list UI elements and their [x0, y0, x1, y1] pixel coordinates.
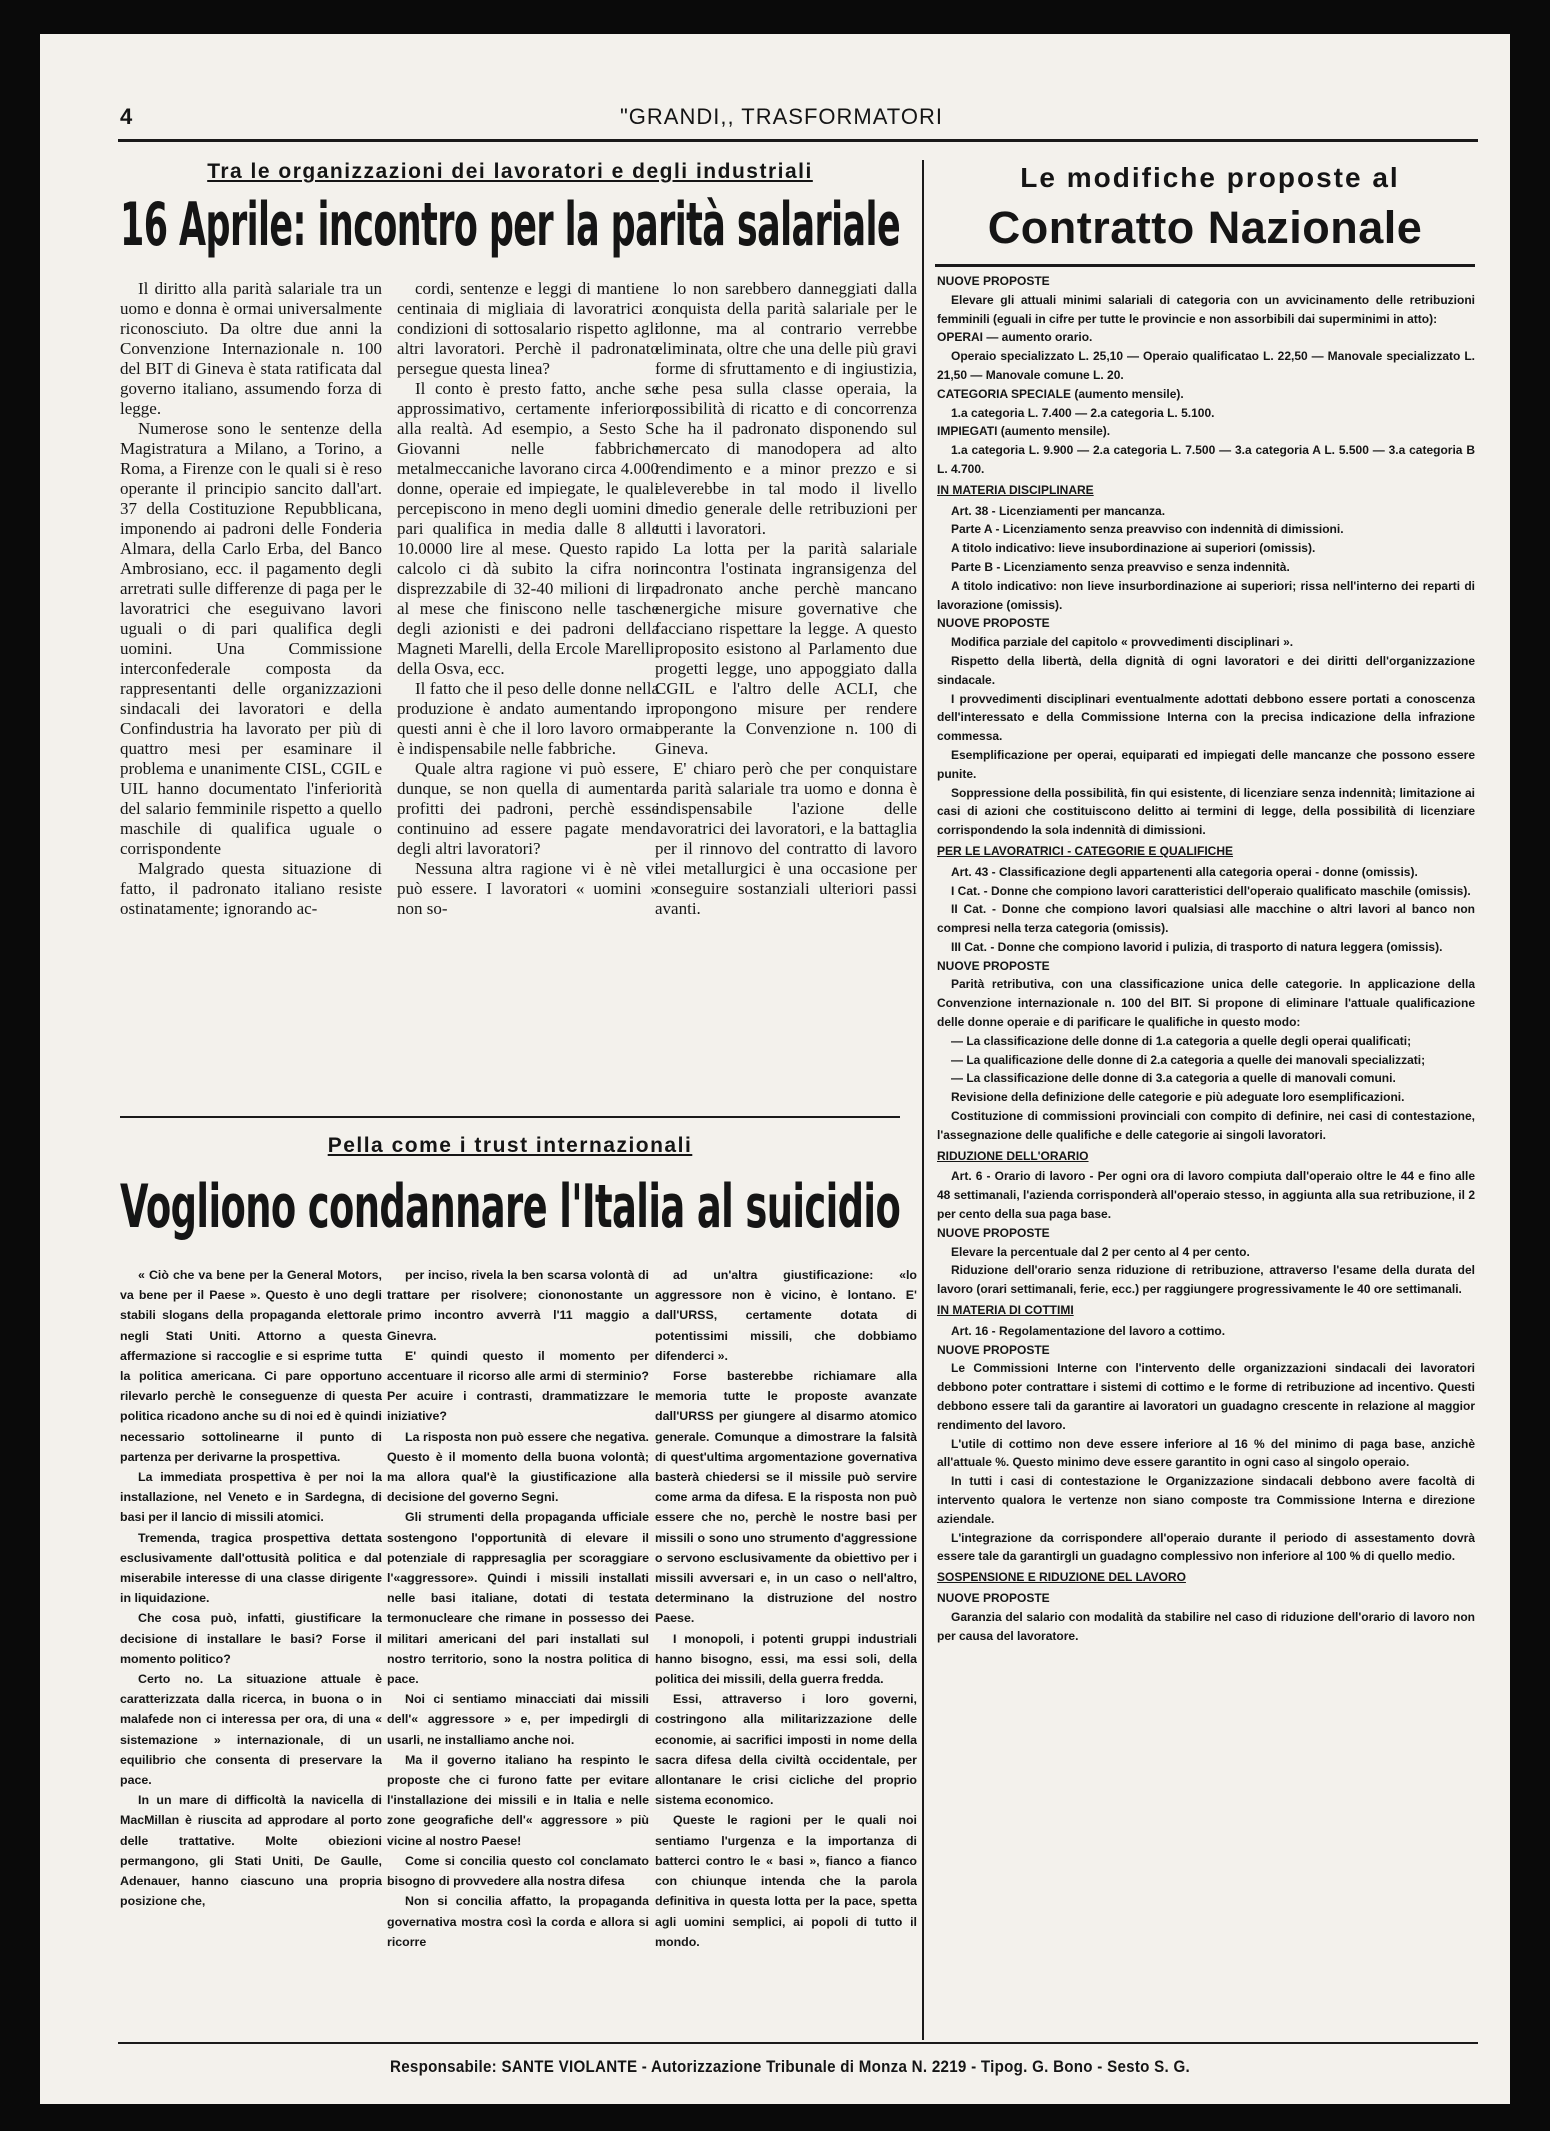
article2-kicker: Pella come i trust internazionali — [327, 1134, 693, 1157]
paragraph: L'utile di cottimo non deve essere inferiore al 16 % del minimo di paga base, anzichè all'attuale %. Questo minimo deve essere garantito in ogni caso al singolo operaio. — [937, 1436, 1475, 1470]
paragraph: ad un'altra giustificazione: «lo aggressore non è vicino, è lontano. E' dall'URSS, certamente dotata di potentissimi missili, che dobbiamo difenderci ». — [655, 1268, 917, 1363]
paragraph: L'integrazione da corrispondere all'operaio durante il periodo di assestamento dovrà essere tale da garantirgli un guadagno complessivo non inferiore al 100 % di quello medio. — [937, 1530, 1475, 1564]
paragraph: Art. 6 - Orario di lavoro - Per ogni ora di lavoro compiuta dall'operaio oltre le 44 e fino alle 48 settimanali, l'azienda corrisponderà all'operaio stesso, in aggiunta alla sua retribuzione, il 2 per cento della sua paga base. — [937, 1169, 1475, 1222]
paragraph: E' chiaro però che per conquistare la parità salariale tra uomo e donna è indispensabile l'azione delle lavoratrici dei lavoratori, e la battaglia per il rinnovo del contratto di lavoro dei metallurgici è una occasione per conseguire sostanziali ulteriori passi avanti. — [655, 759, 917, 918]
proposals-label: NUOVE PROPOSTE — [937, 1225, 1050, 1240]
paragraph: Revisione della definizione delle categorie e più adeguate loro esemplificazioni. — [951, 1090, 1405, 1105]
paragraph: A titolo indicativo: lieve insubordinazione ai superiori (omissis). — [951, 541, 1316, 556]
publication-title: "GRANDI,, TRASFORMATORI — [620, 104, 943, 129]
paragraph: In un mare di difficoltà la navicella di MacMillan è riuscita ad approdare al porto delle trattative. Molte obiezioni permangono, gli Stati Uniti, De Gaulle, Adenauer, hanno ciascuno una propria posizione che, — [120, 1793, 382, 1909]
paragraph: Art. 16 - Regolamentazione del lavoro a cottimo. — [951, 1323, 1226, 1338]
paragraph: Parte B - Licenziamento senza preavviso e senza indennità. — [951, 559, 1290, 574]
paragraph: I provvedimenti disciplinari eventualmente adottati debbono essere portati a conoscenza dell'interessato e della Commissione Interna con la precisa indicazione della infrazione commessa. — [937, 691, 1475, 744]
article2-column-2 — [387, 1265, 649, 2033]
paragraph: Certo no. La situazione attuale è caratterizzata dalla ricerca, in buona o in malafede non ci interessa per ora, di una « sistemazione » internazionale, di un equilibrio che consenta di preservare la pace. — [120, 1672, 382, 1788]
paragraph: Soppressione della possibilità, fin qui esistente, di licenziare senza indennità; limitazione ai casi di azioni che costituiscono delitto ai termini di legge, della possibilità di licenziare corrispondendo la sola indennità di dimissioni. — [937, 785, 1475, 838]
paragraph: Tremenda, tragica prospettiva dettata esclusivamente dall'ottusità politica e dal miserabile interesse di una classe dirigente in liquidazione. — [120, 1530, 382, 1606]
paragraph: Operaio specializzato L. 25,10 — Operaio qualificatao L. 22,50 — Manovale specializzato L. 21,50 — Manovale comune L. 20. — [937, 349, 1475, 382]
article3-body — [937, 272, 1475, 2040]
proposals-label: NUOVE PROPOSTE — [937, 958, 1050, 973]
paragraph: Queste le ragioni per le quali noi sentiamo l'urgenza e la importanza di batterci contro le « basi », fianco a fianco con chiunque intenda che la parola definitiva in questa lotta per la pace, spetta agli uomini semplici, ai popoli di tutto il mondo. — [655, 1813, 917, 1949]
header-rule — [118, 139, 1478, 142]
section-heading: PER LE LAVORATRICI - CATEGORIE E QUALIFICHE — [937, 843, 1234, 858]
paragraph: Garanzia del salario con modalità da stabilire nel caso di riduzione dell'orario di lavoro non per causa del lavoratore. — [937, 1609, 1475, 1643]
paragraph: Forse basterebbe richiamare alla memoria tutte le proposte avanzate dall'URSS per giungere al disarmo atomico generale. Comunque a dimostrare la falsità di quest'ultima argomentazione governativa basterà chiedersi se il missile può servire come arma da difesa. E la risposta non può essere che no, perchè le nostre basi per missili o sono uno strumento d'aggressione o servono esclusivamente da obiettivo per i missili avversari e, in un caso o nell'altro, determinano la distruzione del nostro Paese. — [655, 1369, 917, 1626]
paragraph: La risposta non può essere che negativa. Questo è il momento della buona volontà; ma allora qual'è la giustificazione alla decisione del governo Segni. — [387, 1429, 649, 1505]
paragraph: Il fatto che il peso delle donne nella produzione è andato aumentando in questi anni è che il loro lavoro ormai è indispensabile nelle fabbriche. — [397, 679, 659, 758]
article3-headline: Contratto Nazionale — [987, 202, 1423, 253]
article2-column-3 — [655, 1265, 917, 2033]
paragraph: I Cat. - Donne che compiono lavori caratteristici dell'operaio qualificato maschile (omissis). — [951, 883, 1471, 898]
section-heading: IN MATERIA DI COTTIMI — [937, 1303, 1074, 1318]
paragraph: III Cat. - Donne che compiono lavorid i pulizia, di trasporto di natura leggera (omissis). — [951, 939, 1443, 954]
paragraph: Essi, attraverso i loro governi, costringono alla militarizzazione delle economie, ai sacrifici imposti in nome della sacra difesa della civiltà occidentale, per allontanare le crisi cicliche del proprio sistema economico. — [655, 1692, 917, 1808]
paragraph: I monopoli, i potenti gruppi industriali hanno bisogno, essi, ma essi soli, della politica dei missili, della guerra fredda. — [655, 1631, 917, 1687]
paragraph: In tutti i casi di contestazione le Organizzazione sindacali debbono avere facoltà di intervento qualora le vertenze non siano composte tra Commissione Interna e direzione aziendale. — [937, 1474, 1475, 1526]
paragraph: E' quindi questo il momento per accentuare il ricorso alle armi di sterminio? Per acuire i contrasti, drammatizzare le iniziative? — [387, 1348, 649, 1424]
paragraph: Modifica parziale del capitolo « provvedimenti disciplinari ». — [951, 635, 1294, 650]
paragraph: Come si concilia questo col conclamato bisogno di provvedere alla nostra difesa — [387, 1853, 649, 1889]
paragraph: 1.a categoria L. 9.900 — 2.a categoria L. 7.500 — 3.a categoria A L. 5.500 — 3.a categoria B L. 4.700. — [937, 443, 1475, 476]
paragraph: Parità retributiva, con una classificazione unica delle categorie. In applicazione della Convenzione internazionale n. 100 del BIT. Si propone di eliminare l'attuale qualificazione delle donne operaie e di parificare le qualifiche in questo modo: — [937, 977, 1475, 1030]
paragraph: — La qualificazione delle donne di 2.a categoria a quelle dei manovali specializzati; — [951, 1052, 1426, 1067]
paragraph: per inciso, rivela la ben scarsa volontà di trattare per risolvere; ciononostante un primo incontro avverrà l'11 maggio a Ginevra. — [387, 1268, 649, 1343]
paragraph: Il diritto alla parità salariale tra un uomo e donna è ormai universalmente riconosciuto. Da oltre due anni la Convenzione Internazionale n. 100 del BIT di Gineva è stata ratificata dal governo italiano, assumendo forza di legge. — [120, 279, 382, 418]
section-heading: RIDUZIONE DELL'ORARIO — [937, 1148, 1089, 1163]
article1-headline: 16 Aprile: incontro per la parità salariale — [120, 190, 901, 260]
category-label: OPERAI — aumento orario. — [937, 330, 1093, 345]
section-heading: IN MATERIA DISCIPLINARE — [937, 482, 1094, 497]
newspaper-page — [40, 34, 1510, 2104]
proposals-label: NUOVE PROPOSTE — [937, 274, 1050, 288]
footer-rule — [118, 2042, 1478, 2044]
paragraph: Art. 43 - Classificazione degli appartenenti alla categoria operai - donne (omissis). — [951, 864, 1418, 879]
article1-bottom-rule — [120, 1116, 900, 1118]
paragraph: Numerose sono le sentenze della Magistratura a Milano, a Torino, a Roma, a Firenze con le quali si è reso operante il principio sancito dall'art. 37 della Costituzione Repubblicana, imponendo ai padroni delle Fonderia Almara, della Carlo Erba, del Banco Ambrosiano, ecc. il pagamento degli arretrati sulle differenze di paga per le lavoratrici che eseguivano lavori uguali o di pari qualifica degli uomini. Una Commissione interconfederale composta da rappresentanti delle organizzazioni sindacali dei lavoratori e della Confindustria ha lavorato per più di quattro mesi per esaminare il problema e unanimente CISL, CGIL e UIL hanno documentato l'inferiorità del salario femminile rispetto a quello maschile di qualifica uguale o corrispondente — [120, 419, 382, 858]
paragraph: Riduzione dell'orario senza riduzione di retribuzione, attraverso l'esame della durata del lavoro (orari settimanali, ferie, ecc.) per raggiungere progressivamente le 40 ore settimanali. — [937, 1263, 1475, 1297]
paragraph: « Ciò che va bene per la General Motors, va bene per il Paese ». Questo è uno degli stabili slogans della propaganda elettorale negli Stati Uniti. Attorno a questa affermazione si raccoglie e si esprime tutta la politica americana. Ci pare opportuno rilevarlo perchè le conseguenze di questa politica ricadono anche su di noi ed è quindi necessario sottolinearne il punto di partenza per derivarne la prospettiva. — [120, 1268, 382, 1464]
paragraph: — La classificazione delle donne di 3.a categoria a quelle di manovali comuni. — [951, 1071, 1396, 1086]
paragraph: Elevare gli attuali minimi salariali di categoria con un avvicinamento delle retribuzioni femminili (eguali in cifre per tutte le provincie e non assorbibili dai superminimi in atto): — [937, 292, 1475, 326]
paragraph: Malgrado questa situazione di fatto, il padronato italiano resiste ostinatamente; ignorando ac- — [120, 859, 382, 918]
section-heading: SOSPENSIONE E RIDUZIONE DEL LAVORO — [937, 1570, 1186, 1585]
footer-imprint: Responsabile: SANTE VIOLANTE - Autorizzazione Tribunale di Monza N. 2219 - Tipog. G. Bono - Sesto S. G. — [390, 2057, 1190, 2076]
paragraph: Il conto è presto fatto, anche se approssimativo, certamente inferiore alla realtà. Ad esempio, a Sesto S. Giovanni nelle fabbriche metalmeccaniche lavorano circa 4.000 donne, operaie ed impiegate, le quali percepiscono in meno degli uomini di pari qualifica in media dalle 8 alle 10.0000 lire al mese. Questo rapido calcolo ci dà subito la cifra non disprezzabile di 32-40 milioni di lire al mese che finiscono nelle tasche degli azionisti e dei padroni della Magneti Marelli, della Ercole Marelli, della Osva, ecc. — [397, 379, 659, 678]
paragraph: Gli strumenti della propaganda ufficiale sostengono l'opportunità di elevare il potenziale di rappresaglia per scoraggiare l'«aggressore». Quindi i missili installati nelle basi italiane, dotati di testata termonucleare che rimane in possesso dei militari americani del pari installati sul nostro territorio, sono la nostra politica di pace. — [387, 1510, 649, 1687]
proposals-label: NUOVE PROPOSTE — [937, 616, 1050, 631]
paragraph: La immediata prospettiva è per noi la installazione, nel Veneto e in Sardegna, di basi per il lancio di missili atomici. — [120, 1470, 382, 1525]
paragraph: 1.a categoria L. 7.400 — 2.a categoria L. 5.100. — [951, 405, 1215, 420]
proposals-label: NUOVE PROPOSTE — [937, 1590, 1050, 1605]
paragraph: II Cat. - Donne che compiono lavori qualsiasi alle macchine o altri lavori al banco non compresi nella terza categoria (omissis). — [937, 902, 1475, 936]
paragraph: cordi, sentenze e leggi di mantiene centinaia di migliaia di lavoratrici a condizioni di sottosalario rispetto agli altri lavoratori. Perchè il padronato persegue questa linea? — [397, 279, 659, 378]
article1-kicker: Tra le organizzazioni dei lavoratori e degli industriali — [207, 160, 813, 183]
proposals-label: NUOVE PROPOSTE — [937, 1342, 1050, 1357]
paragraph: — La classificazione delle donne di 1.a categoria a quelle degli operai qualificati; — [951, 1033, 1412, 1048]
article1-column-2 — [397, 279, 659, 1113]
paragraph: Noi ci sentiamo minacciati dai missili dell'« aggressore » e, per impedirgli di usarli, ne installiamo anche noi. — [387, 1692, 649, 1747]
page-number: 4 — [120, 104, 133, 129]
paragraph: Parte A - Licenziamento senza preavviso con indennità di dimissioni. — [951, 522, 1344, 537]
article2-headline: Vogliono condannare l'Italia al suicidio — [120, 1172, 901, 1242]
category-label: IMPIEGATI (aumento mensile). — [937, 424, 1111, 439]
article2-column-1 — [120, 1265, 382, 2033]
paragraph: Esemplificazione per operai, equiparati ed impiegati delle mancanze che possono essere punite. — [937, 747, 1475, 781]
paragraph: Costituzione di commissioni provinciali con compito di definire, nei casi di contestazione, l'assegnazione delle qualifiche e delle categorie ai singoli lavoratori. — [937, 1109, 1475, 1142]
article3-rule — [935, 264, 1475, 267]
article3-kicker: Le modifiche proposte al — [1020, 162, 1400, 193]
article1-column-3 — [655, 279, 917, 1113]
paragraph: Art. 38 - Licenziamenti per mancanza. — [951, 503, 1166, 518]
column-divider — [922, 160, 924, 2040]
paragraph: Le Commissioni Interne con l'intervento delle organizzazioni sindacali dei lavoratori debbono poter contrattare i sistemi di cottimo e le forme di retribuzione ad incentivo. Questi debbono essere tali da garantire ai lavoratori un guadagno crescente in relazione al maggior rendimento del lavoro. — [937, 1361, 1475, 1432]
article1-column-1 — [120, 279, 382, 1113]
category-label: CATEGORIA SPECIALE (aumento mensile). — [937, 386, 1184, 401]
paragraph: Che cosa può, infatti, giustificare la decisione di installare le basi? Forse il momento politico? — [120, 1611, 382, 1666]
paragraph: Quale altra ragione vi può essere, dunque, se non quella di aumentare profitti dei padroni, perchè esse continuino ad essere pagate meno degli altri lavoratori? — [397, 759, 659, 858]
paragraph: lo non sarebbero danneggiati dalla conquista della parità salariale per le donne, ma al contrario verrebbe eliminata, oltre che una delle più gravi forme di sfruttamento e di ingiustizia, che pesa sulla classe operaia, la possibilità di ricatto e di concorrenza che ha il padronato disponendo sul mercato di manodopera ad alto rendimento e a minor prezzo e si eleverebbe in tal modo il livello medio generale delle retribuzioni per tutti i lavoratori. — [655, 279, 917, 538]
paragraph: Rispetto della libertà, della dignità di ogni lavoratori e dei diritti dell'organizzazione sindacale. — [937, 653, 1475, 687]
paragraph: Non si concilia affatto, la propaganda governativa mostra così la corda e allora si ricorre — [387, 1894, 649, 1949]
paragraph: La lotta per la parità salariale incontra l'ostinata ingransigenza del padronato anche perchè mancano energiche misure governative che facciano rispettare la legge. A questo proposito esistono al Parlamento due progetti legge, uno appoggiato dalla CGIL e l'altro delle ACLI, che propongono misure per rendere operante la Convenzione n. 100 di Gineva. — [655, 539, 917, 758]
paragraph: Nessuna altra ragione vi è nè vi può essere. I lavoratori « uomini » non so- — [397, 859, 659, 918]
paragraph: Ma il governo italiano ha respinto le proposte che ci furono fatte per evitare l'installazione dei missili e in Italia e nelle zone geografiche dell'« aggressore » più vicine al nostro Paese! — [387, 1752, 649, 1848]
paragraph: Elevare la percentuale dal 2 per cento al 4 per cento. — [951, 1244, 1250, 1259]
paragraph: A titolo indicativo: non lieve insurbordinazione ai superiori; rissa nell'interno dei reparti di lavorazione (omissis). — [937, 578, 1475, 612]
